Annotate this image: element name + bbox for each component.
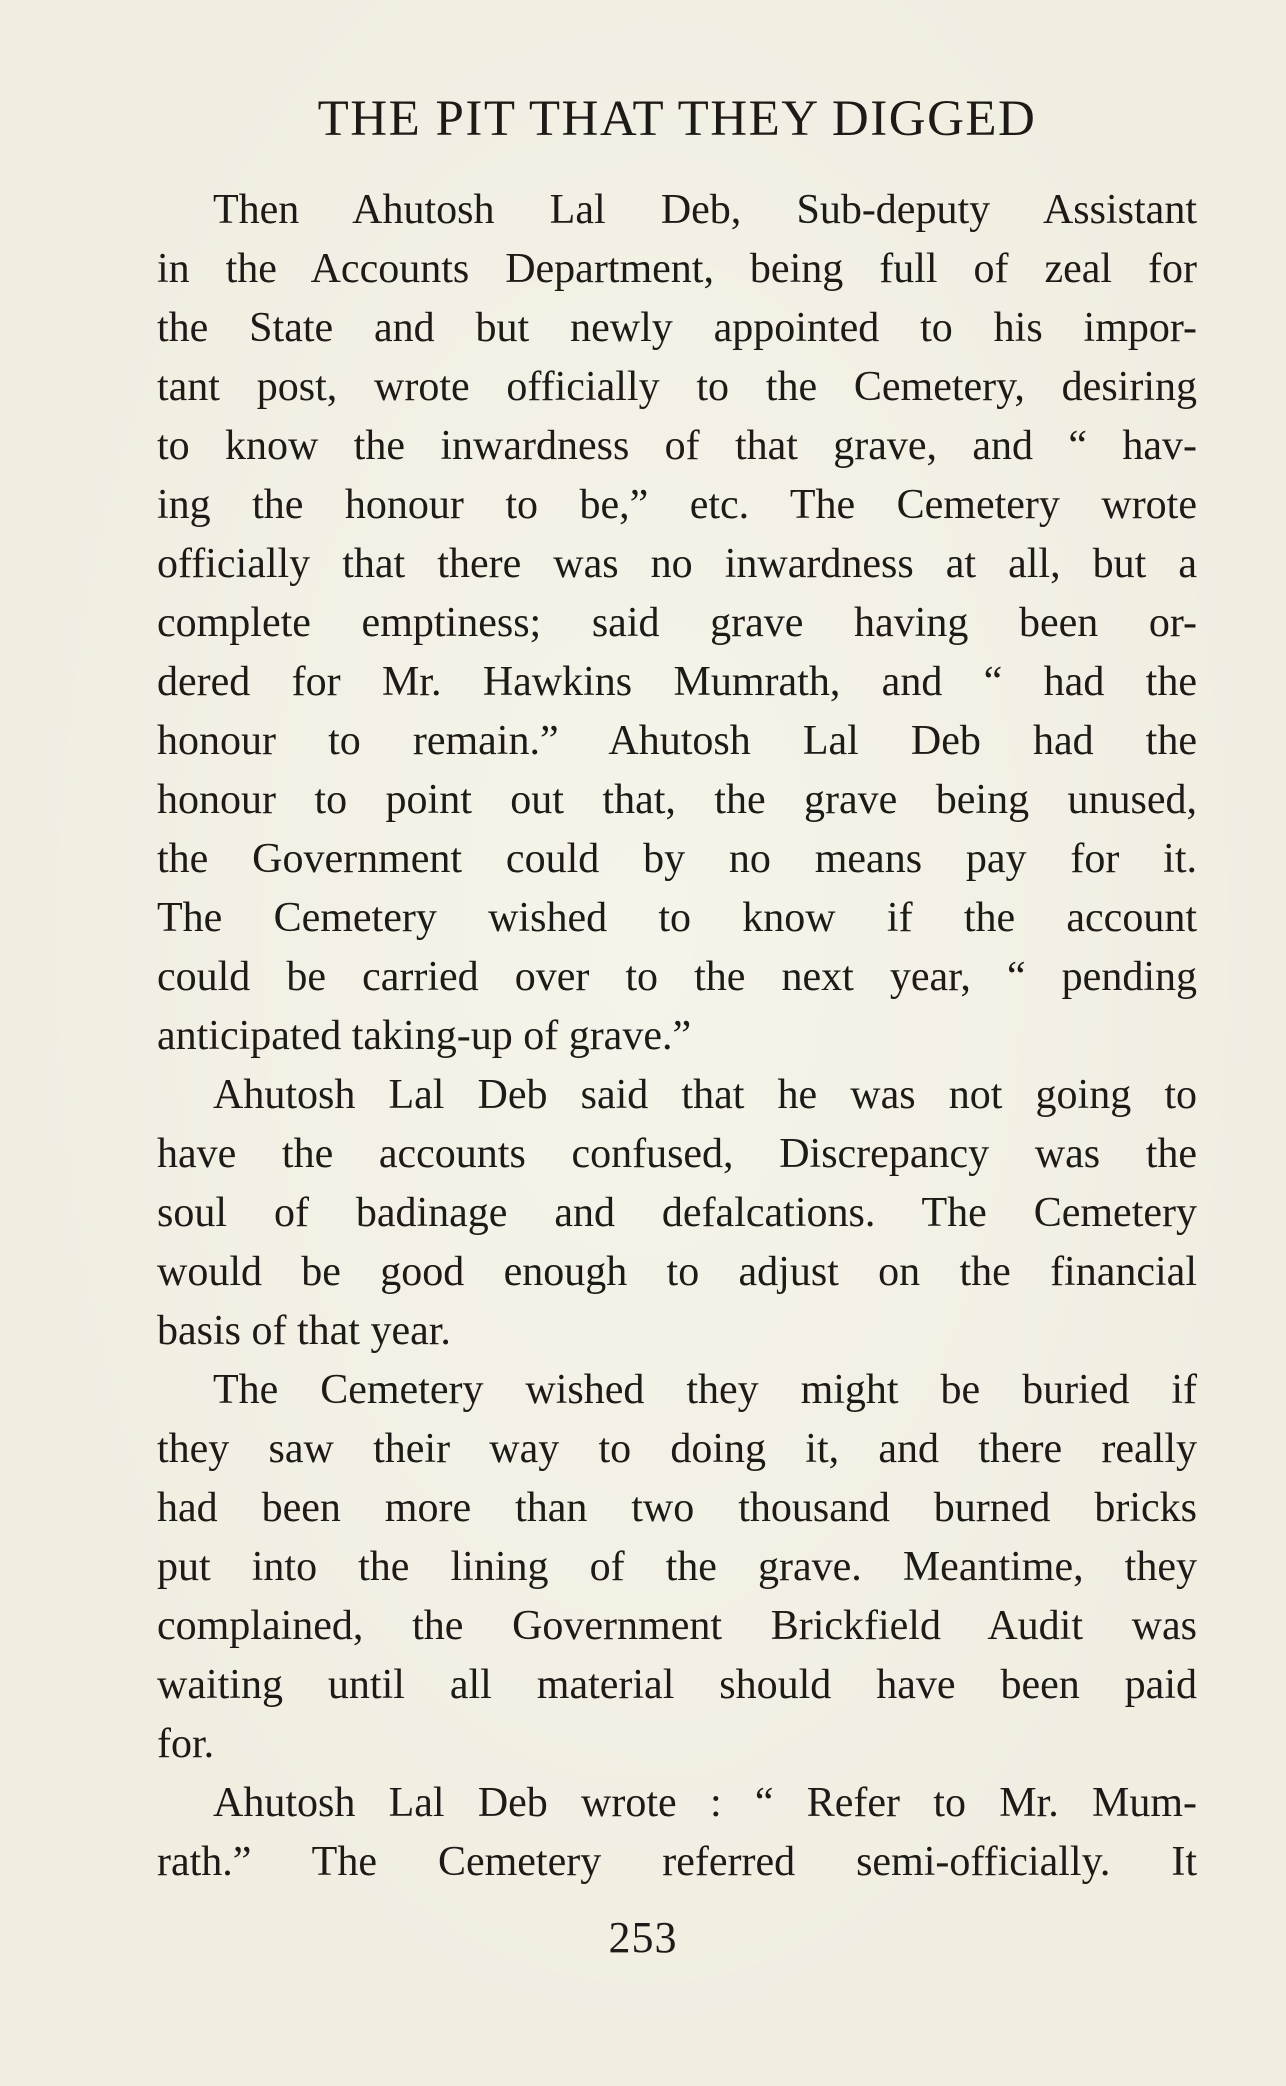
text-line: Ahutosh Lal Deb said that he was not going to [213,1072,1197,1118]
text-line: basis of that year. [157,1308,451,1354]
text-line: Ahutosh Lal Deb wrote : “ Refer to Mr. Mum- [213,1780,1197,1826]
text-line: soul of badinage and defalcations. The Cemetery [157,1190,1197,1236]
text-line: in the Accounts Department, being full of zeal for [157,246,1197,292]
text-line: to know the inwardness of that grave, and “ hav- [157,423,1197,469]
text-line: officially that there was no inwardness at all, but a [157,541,1197,587]
text-line: honour to point out that, the grave being unused, [157,777,1197,823]
text-line: Then Ahutosh Lal Deb, Sub-deputy Assistant [213,187,1197,233]
text-line: waiting until all material should have been paid [157,1662,1197,1708]
page-number: 253 [608,1913,678,1962]
text-line: could be carried over to the next year, “ pending [157,954,1197,1000]
text-line: the State and but newly appointed to his impor- [157,305,1197,351]
text-line: the Government could by no means pay for it. [157,836,1197,882]
text-line: would be good enough to adjust on the financial [157,1249,1197,1295]
text-line: had been more than two thousand burned bricks [157,1485,1197,1531]
running-head: THE PIT THAT THEY DIGGED [317,91,1037,147]
body-text [157,181,1197,1892]
text-line: dered for Mr. Hawkins Mumrath, and “ had the [157,659,1197,705]
text-line: tant post, wrote officially to the Cemetery, desiring [157,364,1197,410]
text-line: put into the lining of the grave. Meantime, they [157,1544,1197,1590]
text-line: honour to remain.” Ahutosh Lal Deb had the [157,718,1197,764]
text-line: complete emptiness; said grave having been or- [157,600,1197,646]
text-line: rath.” The Cemetery referred semi-officially. It [157,1839,1197,1885]
text-line: for. [157,1721,215,1767]
text-line: have the accounts confused, Discrepancy was the [157,1131,1197,1177]
text-line: The Cemetery wished to know if the account [157,895,1197,941]
text-line: ing the honour to be,” etc. The Cemetery wrote [157,482,1197,528]
text-line: The Cemetery wished they might be buried if [213,1367,1197,1413]
text-line: complained, the Government Brickfield Audit was [157,1603,1197,1649]
text-line: they saw their way to doing it, and there really [157,1426,1197,1472]
text-line: anticipated taking-up of grave.” [157,1013,692,1059]
